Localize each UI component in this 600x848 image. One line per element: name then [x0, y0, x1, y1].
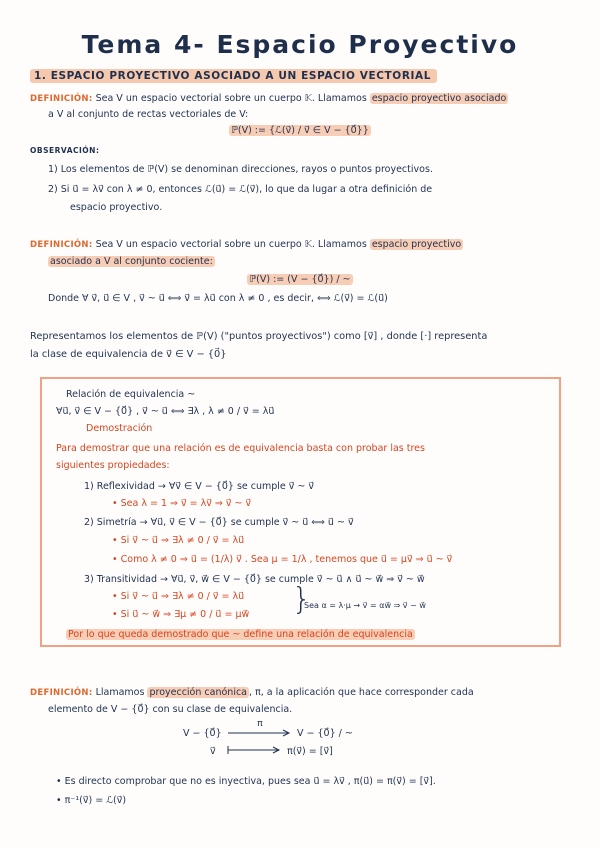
brace-icon: }	[292, 582, 312, 617]
map-domain: V − {0⃗}	[183, 728, 222, 739]
property-step: • Como λ ≠ 0 ⇒ u⃗ = (1/λ) v⃗ . Sea μ = 1/λ , tenemos que u⃗ = μv⃗ ⇒ u⃗ ~ v⃗	[112, 554, 453, 565]
property-reflexive: 1) Reflexividad → ∀v⃗ ∈ V − {0⃗} se cumple v⃗ ~ v⃗	[84, 481, 315, 492]
property-step: • Sea λ = 1 ⇒ v⃗ = λv⃗ ⇒ v⃗ ~ v⃗	[112, 498, 252, 509]
page-title: Tema 4- Espacio Proyectivo	[81, 30, 519, 59]
definition-1	[30, 92, 508, 106]
definition-line	[48, 255, 215, 268]
proof-conclusion	[66, 628, 415, 641]
highlight-term: espacio proyectivo	[371, 239, 462, 250]
paragraph: Representamos los elementos de ℙ(V) ("puntos proyectivos") como [v⃗] , donde [·] representa	[30, 331, 488, 342]
bullet-item: • Es directo comprobar que no es inyectiva, pues sea u⃗ = λv⃗ , π(u⃗) = π(v⃗) = [v⃗].	[56, 776, 436, 787]
proof-text: Para demostrar que una relación es de equivalencia basta con probar las tres	[56, 443, 425, 454]
definition-label: DEFINICIÓN:	[30, 94, 93, 104]
proof-text: siguientes propiedades:	[56, 460, 170, 471]
section-heading: 1. ESPACIO PROYECTIVO ASOCIADO A UN ESPACIO VECTORIAL	[30, 69, 437, 83]
bullet-item: • π⁻¹(v⃗) = ℒ(v⃗)	[56, 795, 127, 806]
mapsto-icon	[226, 743, 282, 757]
map-codomain: V − {0⃗} / ~	[297, 728, 353, 739]
definition-line: elemento de V − {0⃗} con su clase de equivalencia.	[48, 704, 293, 715]
definition-label: DEFINICIÓN:	[30, 240, 93, 250]
highlight-term: asociado a V al conjunto cociente:	[50, 256, 213, 267]
definition-donde: Donde ∀ v⃗, u⃗ ∈ V , v⃗ ~ u⃗ ⟺ v⃗ = λu⃗ con λ ≠ 0 , es decir, ⟺ ℒ(v⃗) = ℒ(u⃗)	[48, 293, 388, 304]
highlight-term: proyección canónica	[149, 687, 247, 698]
property-step: • Si u⃗ ~ w⃗ ⇒ ∃μ ≠ 0 / u⃗ = μw⃗	[112, 609, 250, 620]
conclusion-text: Por lo que queda demostrado que ~ define una relación de equivalencia	[68, 629, 413, 640]
property-step: • Si v⃗ ~ u⃗ ⇒ ∃λ ≠ 0 / v⃗ = λu⃗	[112, 591, 245, 602]
property-transitive: 3) Transitividad → ∀u⃗, v⃗, w⃗ ∈ V − {0⃗} se cumple v⃗ ~ u⃗ ∧ u⃗ ~ w⃗ ⇒ v⃗ ~ w⃗	[84, 574, 425, 585]
definition-text: Llamamos	[95, 687, 145, 698]
box-heading: Relación de equivalencia ~	[66, 389, 196, 400]
formula-text: ℙ(V) := (V − {0⃗}) / ~	[249, 274, 351, 285]
definition-line: a V al conjunto de rectas vectoriales de V:	[48, 109, 249, 120]
map-element: v⃗	[210, 746, 216, 757]
property-step: Sea α = λ·μ → v⃗ = αw⃗ ⇒ v⃗ ~ w⃗	[304, 601, 426, 610]
formula	[0, 124, 600, 137]
definition-text: Sea V un espacio vectorial sobre un cuerpo 𝕂. Llamamos	[95, 93, 367, 104]
definition-text: Sea V un espacio vectorial sobre un cuerpo 𝕂. Llamamos	[95, 239, 367, 250]
highlight-term: espacio proyectivo asociado	[371, 93, 507, 104]
map-arrow-label: π	[257, 719, 263, 729]
property-step: • Si v⃗ ~ u⃗ ⇒ ∃λ ≠ 0 / v⃗ = λu⃗	[112, 535, 245, 546]
map-arrow	[226, 719, 294, 739]
formula-text: ℙ(V) := {ℒ(v⃗) / v⃗ ∈ V − {0⃗}}	[231, 125, 369, 136]
box-definition: ∀u⃗, v⃗ ∈ V − {0⃗} , v⃗ ~ u⃗ ⟺ ∃λ , λ ≠ 0 / v⃗ = λu⃗	[56, 406, 275, 417]
map-image: π(v⃗) = [v⃗]	[287, 746, 333, 757]
paragraph: la clase de equivalencia de v⃗ ∈ V − {0⃗}	[30, 349, 227, 360]
formula	[0, 273, 600, 286]
definition-2	[30, 238, 463, 252]
definition-label: DEFINICIÓN:	[30, 688, 93, 698]
observation-label: OBSERVACIÓN:	[30, 146, 100, 155]
definition-text: , π, a la aplicación que hace corresponder cada	[249, 687, 474, 698]
observation-item: 1) Los elementos de ℙ(V) se denominan direcciones, rayos o puntos proyectivos.	[48, 164, 433, 175]
observation-item-cont: espacio proyectivo.	[70, 202, 163, 213]
definition-3	[30, 686, 474, 700]
property-symmetric: 2) Simetría → ∀u⃗, v⃗ ∈ V − {0⃗} se cumple v⃗ ~ u⃗ ⟺ u⃗ ~ v⃗	[84, 517, 354, 528]
maps-to-arrow	[226, 742, 282, 756]
proof-heading: Demostración	[86, 423, 153, 434]
observation-item: 2) Si u⃗ = λv⃗ con λ ≠ 0, entonces ℒ(u⃗) = ℒ(v⃗), lo que da lugar a otra definición de	[48, 184, 433, 195]
arrow-icon	[226, 719, 294, 739]
